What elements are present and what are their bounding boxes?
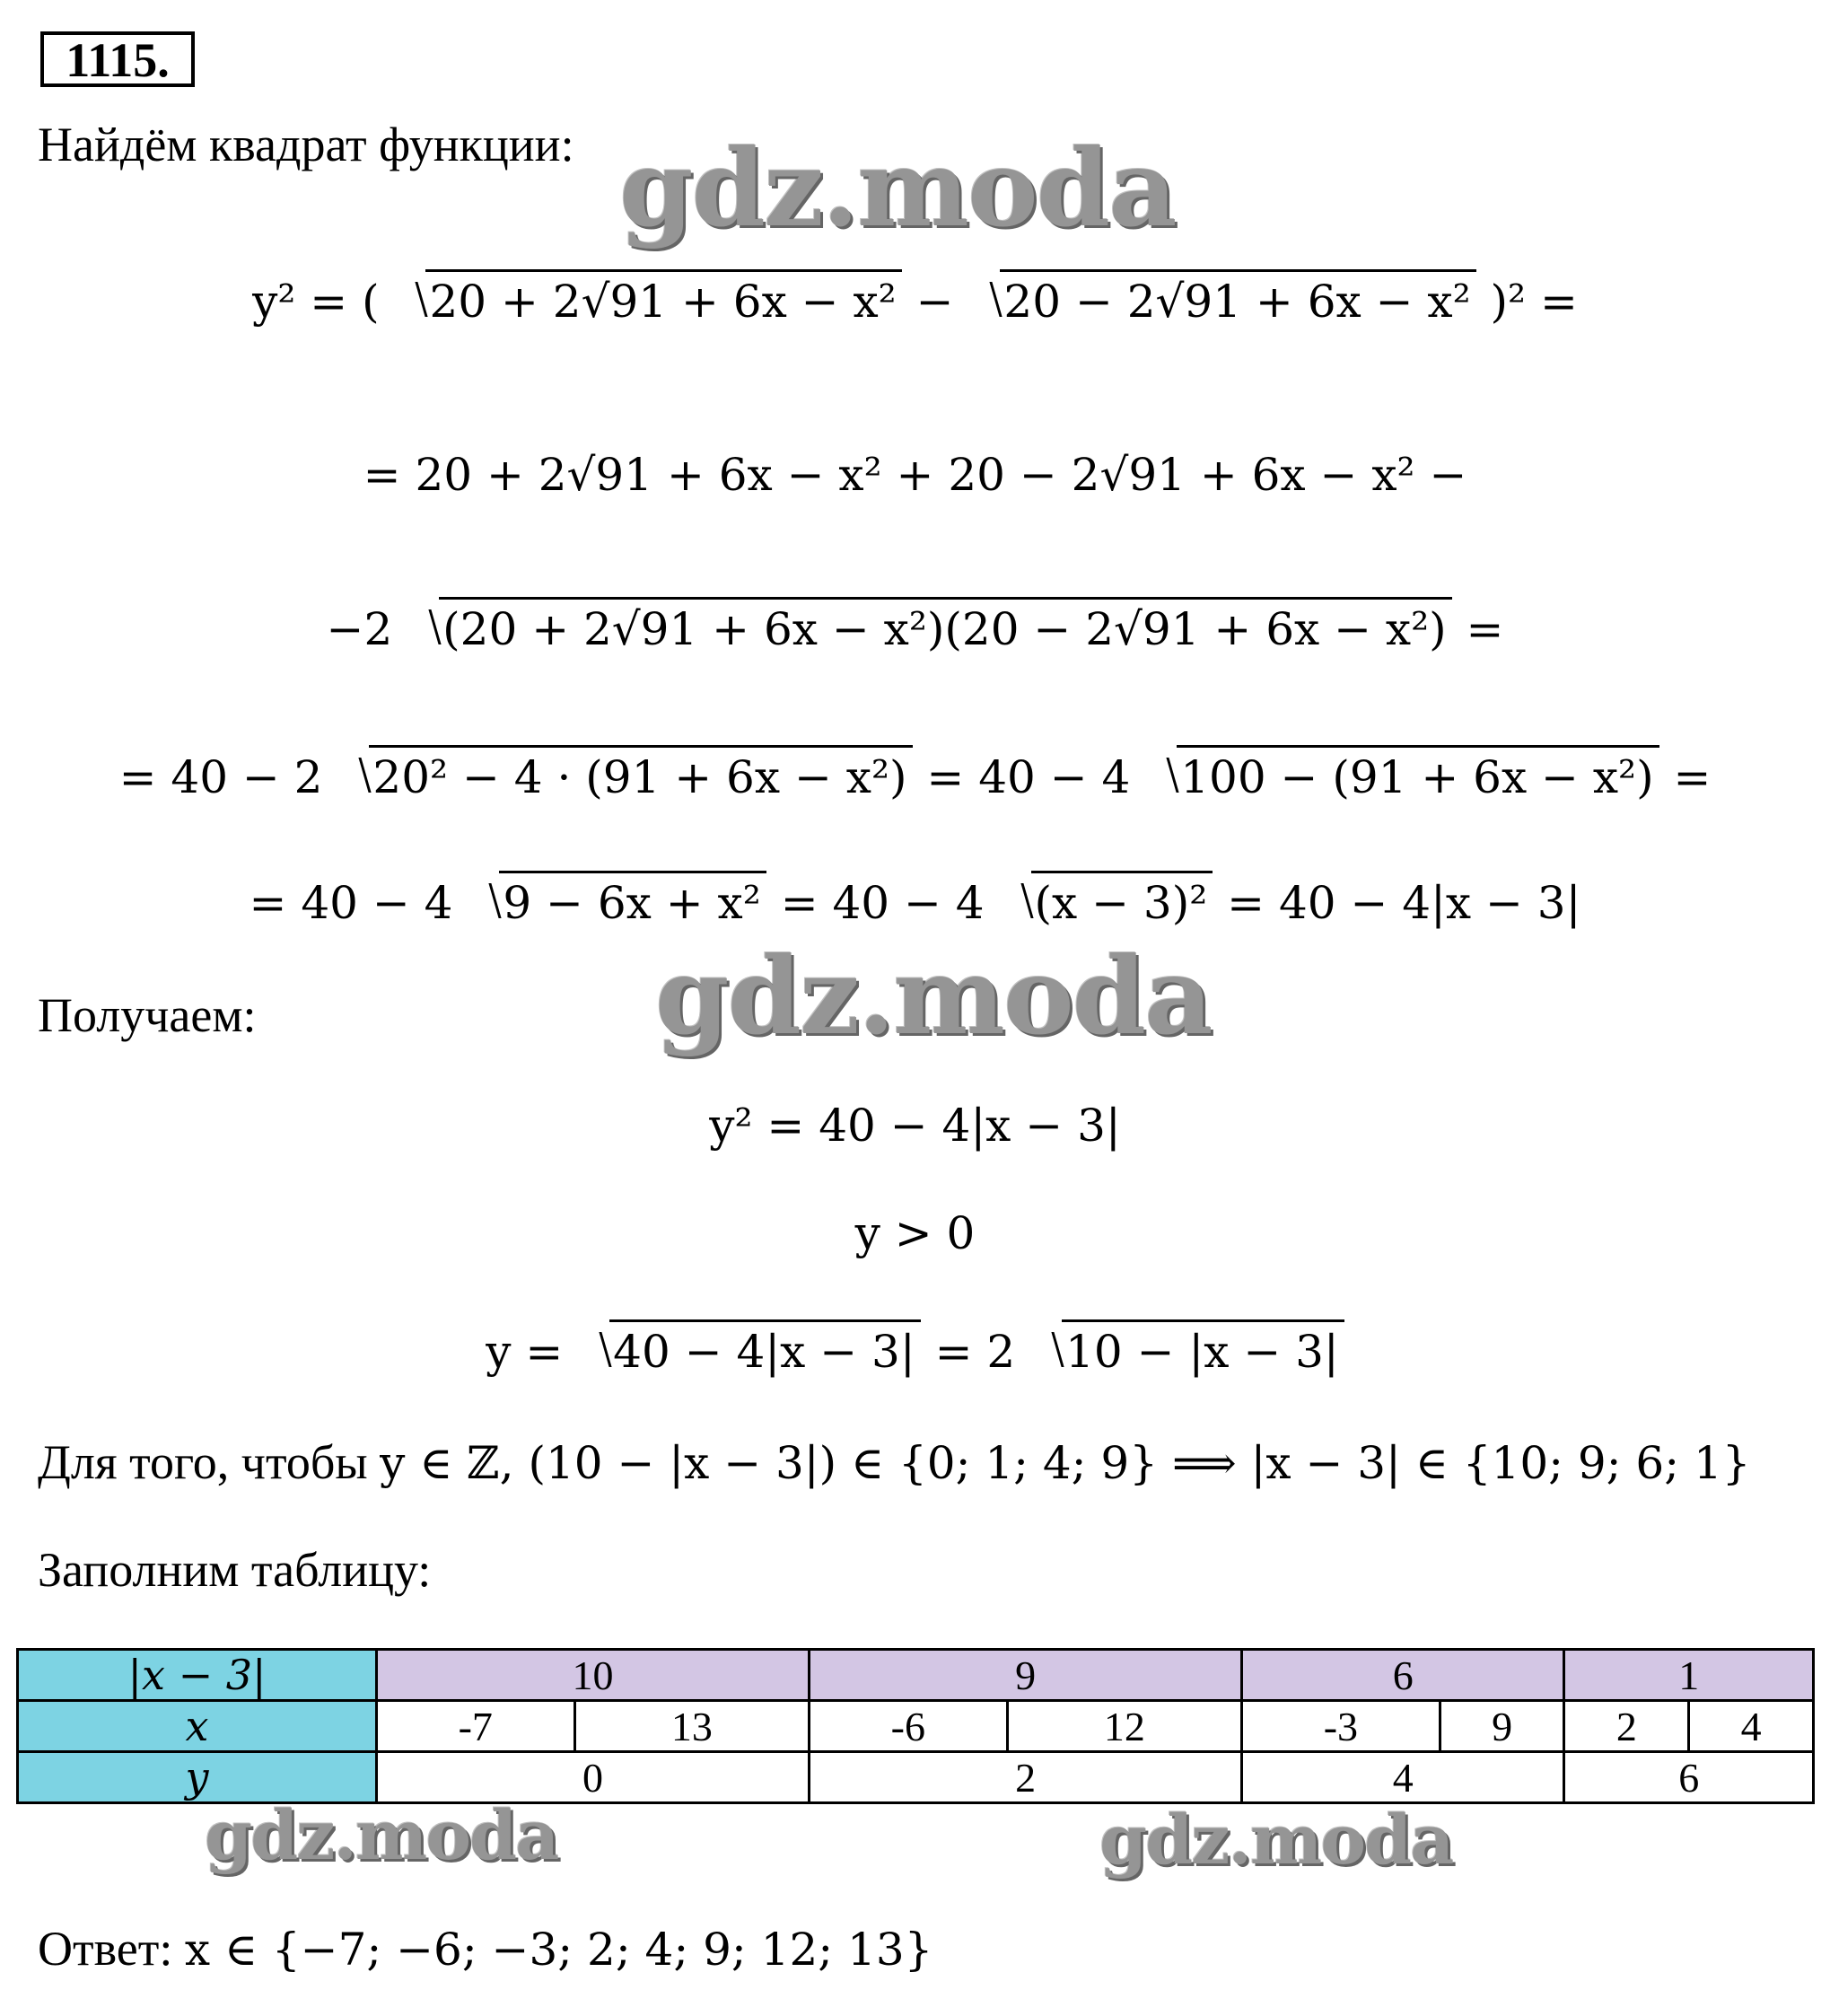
- formula-part: = 40 − 4: [926, 751, 1131, 803]
- radicand: 20 + 2√91 + 6x − x²: [425, 269, 901, 328]
- formula-part: = 40 − 4|x − 3|: [1227, 877, 1581, 929]
- result-line-1: y² = 40 − 4|x − 3|: [709, 1100, 1121, 1152]
- formula-line-2: = 20 + 2√91 + 6x − x² + 20 − 2√91 + 6x − x² −: [363, 449, 1467, 501]
- radical: [338, 745, 912, 803]
- radicand: (x − 3)²: [1031, 871, 1213, 929]
- answer-line: [38, 1921, 933, 1977]
- row-label-x: x: [18, 1701, 377, 1752]
- radical: [1001, 871, 1213, 929]
- row-label-y: y: [18, 1752, 377, 1803]
- watermark-logo: gdz.moda: [1099, 1800, 1453, 1880]
- radicand: 9 − 6x + x²: [499, 871, 766, 929]
- radical: [408, 597, 1451, 655]
- radical: [1031, 1319, 1344, 1378]
- problem-number: 1115.: [40, 31, 195, 87]
- condition-math: y ∈ ℤ, (10 − |x − 3|) ∈ {0; 1; 4; 9} ⟹ |x − 3| ∈ {10; 9; 6; 1}: [380, 1437, 1751, 1489]
- table-cell: 10: [377, 1650, 810, 1701]
- radicand: 40 − 4|x − 3|: [609, 1319, 921, 1378]
- fill-table-text: Заполним таблицу:: [38, 1543, 432, 1597]
- condition-line: [38, 1434, 1751, 1490]
- radical: [579, 1319, 921, 1378]
- condition-prefix: Для того, чтобы: [38, 1435, 368, 1489]
- values-table: [16, 1648, 1815, 1804]
- watermark-logo: gdz.moda: [655, 933, 1212, 1058]
- formula-line-3: [0, 597, 1830, 655]
- table-cell: 4: [1242, 1752, 1564, 1803]
- formula-part: = 40 − 2: [118, 751, 323, 803]
- radical: [1146, 745, 1659, 803]
- table-cell: 0: [377, 1752, 810, 1803]
- formula-part: =: [1466, 603, 1504, 655]
- watermark-logo: gdz.moda: [205, 1795, 558, 1875]
- answer-label: Ответ:: [38, 1922, 173, 1976]
- formula-part: y =: [486, 1326, 564, 1378]
- formula-line-1: [0, 269, 1830, 328]
- table-row-abs: [18, 1650, 1814, 1701]
- table-cell: 2: [810, 1752, 1242, 1803]
- formula-part: −2: [326, 603, 393, 655]
- formula-line-4: [0, 745, 1830, 803]
- radicand: (20 + 2√91 + 6x − x²)(20 − 2√91 + 6x − x²): [439, 597, 1451, 655]
- formula-part: y² = (: [252, 276, 380, 328]
- table-cell: 4: [1689, 1701, 1814, 1752]
- radicand: 20² − 4 · (91 + 6x − x²): [369, 745, 912, 803]
- table-cell: 1: [1564, 1650, 1814, 1701]
- formula-part: )² =: [1490, 276, 1578, 328]
- table-cell: -3: [1242, 1701, 1440, 1752]
- table-cell: 13: [574, 1701, 810, 1752]
- table-cell: 2: [1564, 1701, 1689, 1752]
- get-text: Получаем:: [38, 988, 257, 1042]
- table-cell: 6: [1242, 1650, 1564, 1701]
- formula-part: =: [1673, 751, 1712, 803]
- watermark-logo: gdz.moda: [619, 126, 1176, 250]
- radical: [468, 871, 766, 929]
- answer-math: x ∈ {−7; −6; −3; 2; 4; 9; 12; 13}: [184, 1924, 933, 1976]
- formula-part: −: [915, 276, 954, 328]
- radical: [969, 269, 1475, 328]
- formula-part: = 2: [934, 1326, 1016, 1378]
- formula-line-5: [0, 871, 1830, 929]
- table-cell: 9: [1440, 1701, 1564, 1752]
- radicand: 10 − |x − 3|: [1062, 1319, 1344, 1378]
- formula-part: = 40 − 4: [249, 877, 453, 929]
- table-cell: -6: [810, 1701, 1008, 1752]
- radicand: 20 − 2√91 + 6x − x²: [1000, 269, 1475, 328]
- result-line-2: y > 0: [854, 1207, 976, 1259]
- radicand: 100 − (91 + 6x − x²): [1177, 745, 1659, 803]
- row-label-abs: |x − 3|: [18, 1650, 377, 1701]
- radical: [395, 269, 901, 328]
- intro-text: Найдём квадрат функции:: [38, 118, 574, 171]
- table-cell: -7: [377, 1701, 575, 1752]
- result-line-3: [0, 1319, 1830, 1378]
- table-cell: 12: [1007, 1701, 1242, 1752]
- table-cell: 6: [1564, 1752, 1814, 1803]
- formula-part: = 40 − 4: [780, 877, 985, 929]
- table-cell: 9: [810, 1650, 1242, 1701]
- table-row-x: [18, 1701, 1814, 1752]
